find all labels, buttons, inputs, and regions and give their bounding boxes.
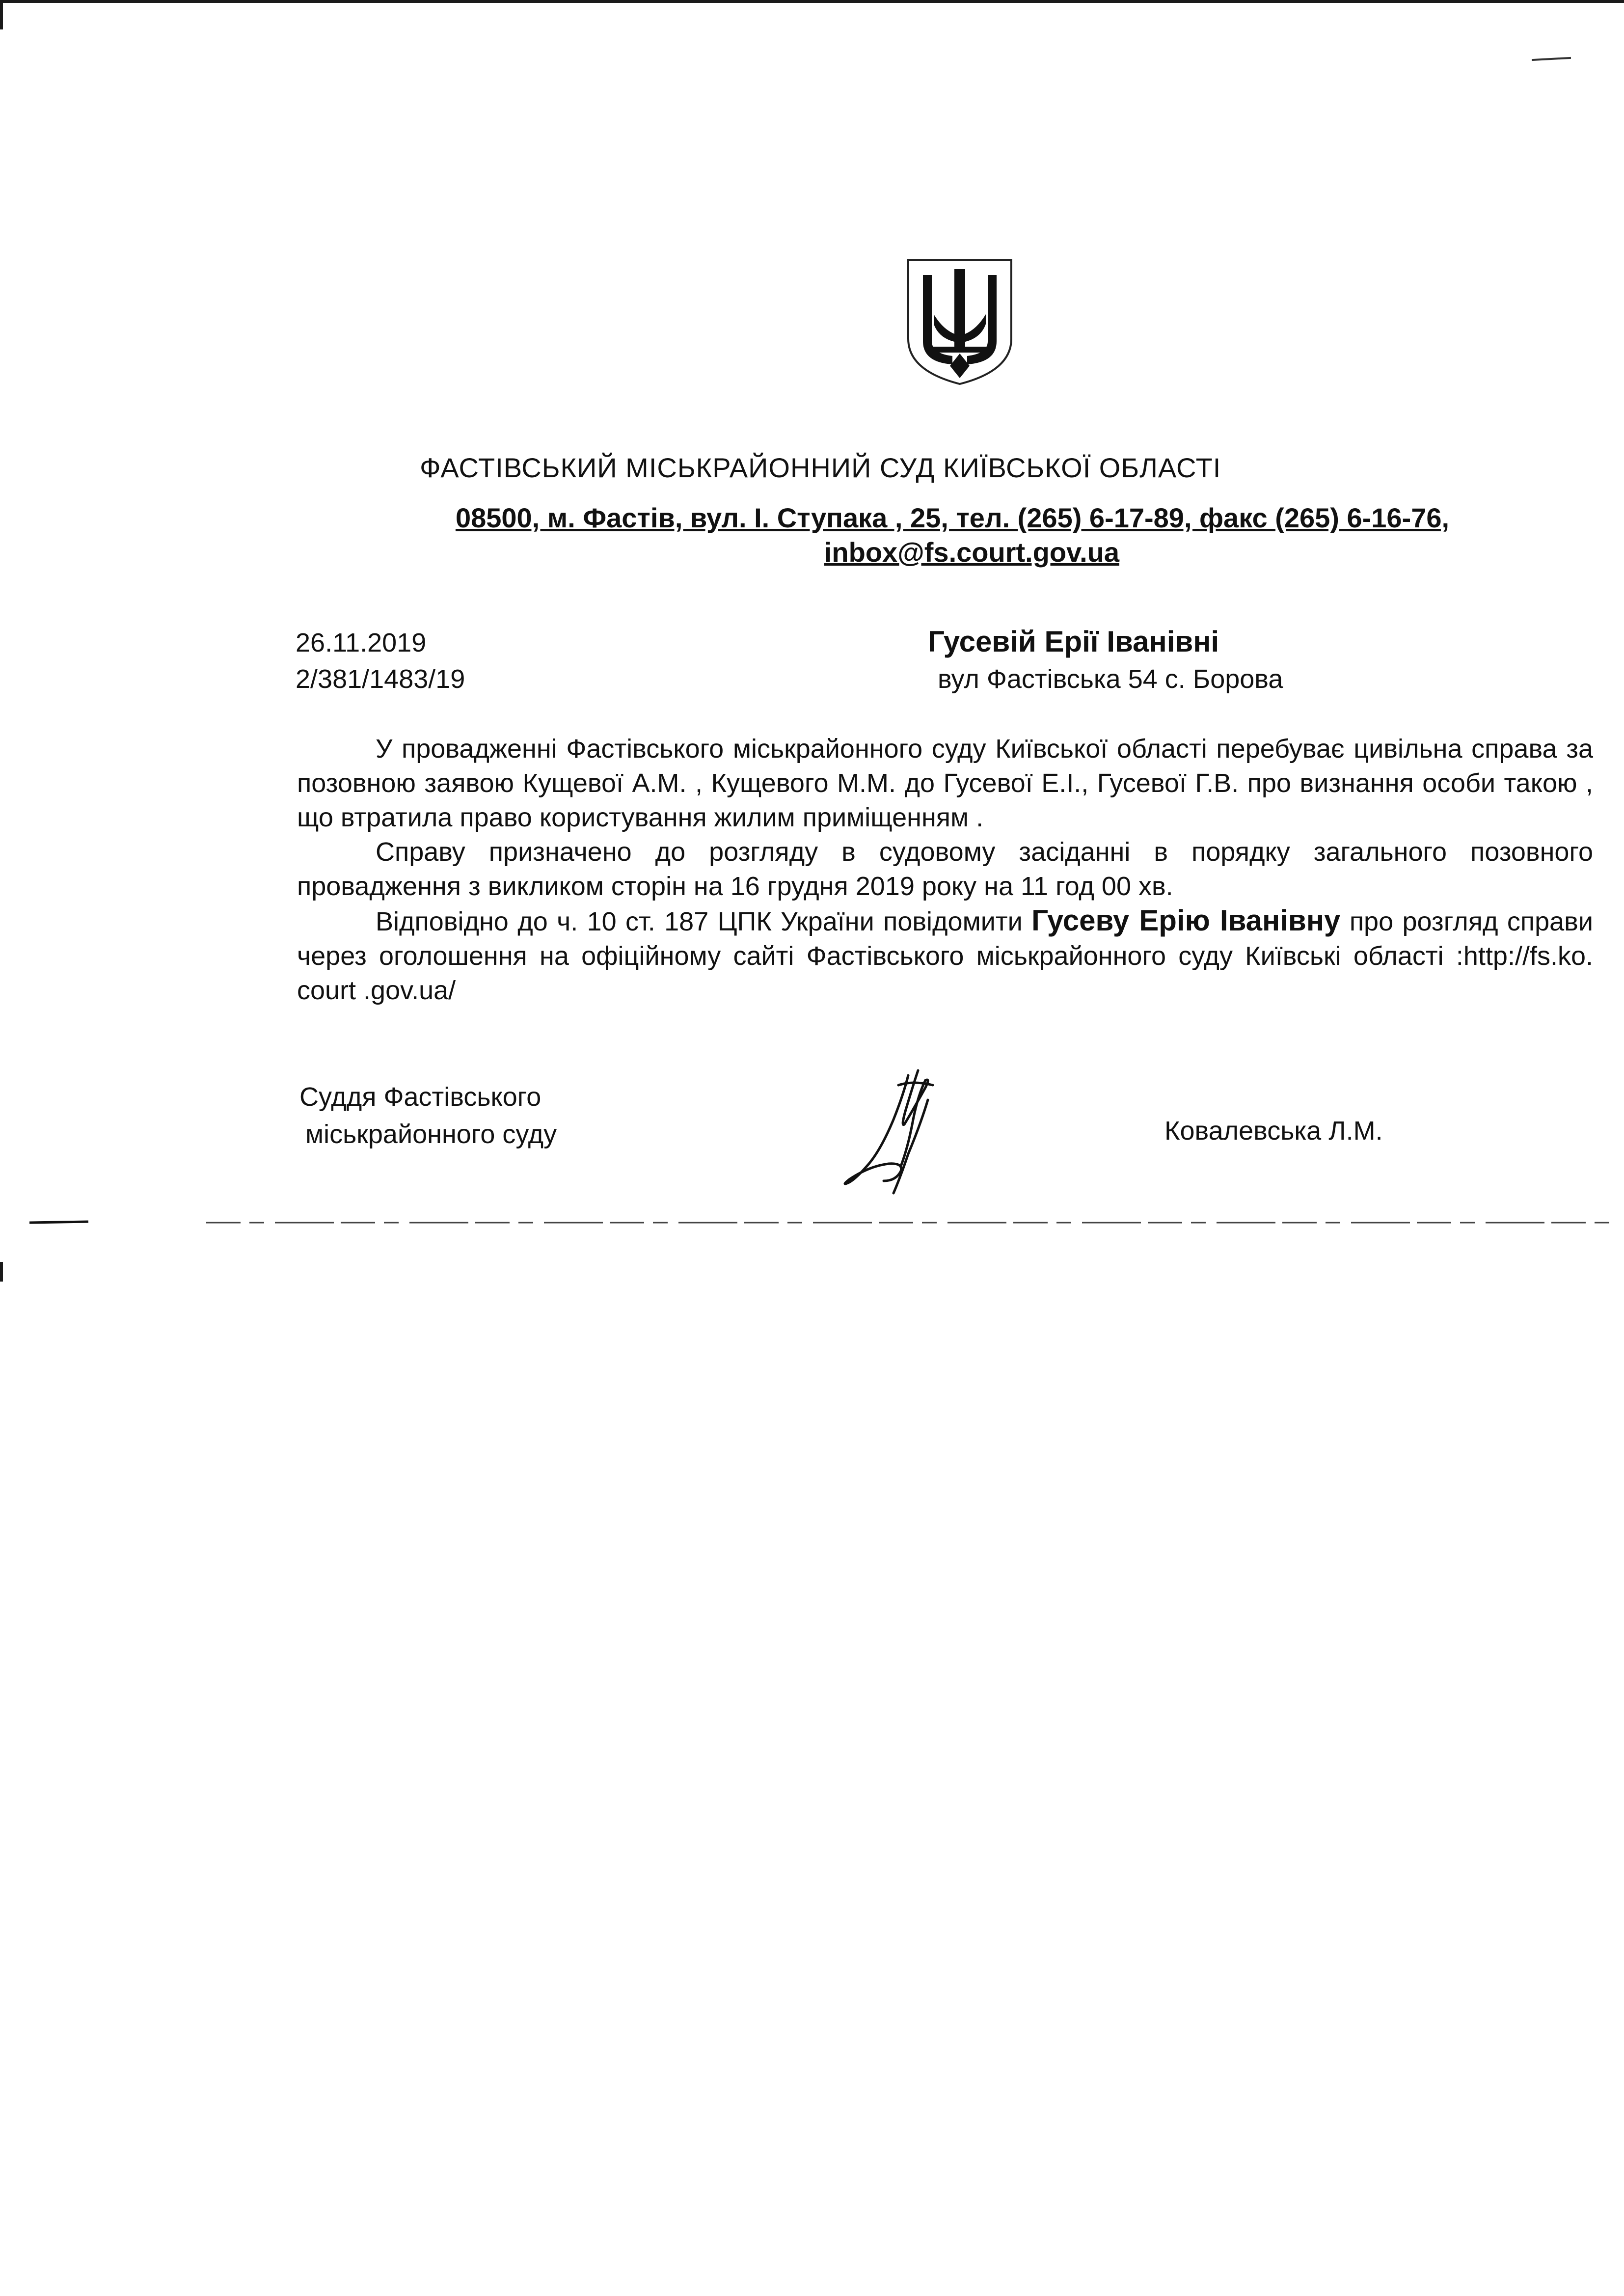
- scan-mark-right: [1532, 57, 1571, 61]
- judge-title-line1: Суддя Фастівського: [299, 1082, 541, 1112]
- dashed-divider: [29, 1218, 1620, 1228]
- recipient-name: Гусевій Ерії Іванівні: [928, 625, 1219, 658]
- judge-title: [299, 1078, 557, 1153]
- scan-mark-left-lower: [0, 1262, 3, 1282]
- scan-border-top: [0, 0, 1624, 3]
- court-address: 08500, м. Фастів, вул. І. Ступака , 25, тел. (265) 6-17-89, факс (265) 6-16-76,: [455, 502, 1450, 533]
- coat-of-arms-icon: [903, 255, 1016, 388]
- judge-title-line2: міськрайонного суду: [305, 1120, 557, 1149]
- court-email-address: inbox@fs.court.gov.ua: [824, 537, 1119, 568]
- notification-text-b: про розгляд справи через оголошення на офіційному сайті Фастівського міськрайонного суду Київські області :http://fs.ko. court .gov.ua/: [297, 907, 1593, 1005]
- document-date: 26.11.2019: [296, 628, 427, 657]
- paragraph-notification: [297, 903, 1593, 1008]
- judge-name: Ковалевська Л.М.: [1164, 1116, 1383, 1146]
- notification-text-a: Відповідно до ч. 10 ст. 187 ЦПК України повідомити: [376, 907, 1023, 936]
- handwritten-signature: [835, 1066, 982, 1213]
- scan-mark-left: [0, 0, 3, 29]
- paragraph-hearing-date: Справу призначено до розгляду в судовому засіданні в порядку загального позовного провадження з викликом сторін на 16 грудня 2019 року на 11 год 00 хв.: [297, 837, 1593, 901]
- recipient-address: вул Фастівська 54 с. Борова: [938, 664, 1283, 694]
- notified-person-name: Гусеву Ерію Іванівну: [1031, 904, 1341, 937]
- notice-body: [297, 732, 1593, 1008]
- court-name: ФАСТІВСЬКИЙ МІСЬКРАЙОННИЙ СУД КИЇВСЬКОЇ ОБЛАСТІ: [420, 452, 1221, 483]
- court-email: [383, 535, 1119, 570]
- paragraph-case-info: У провадженні Фастівського міськрайонного суду Київської області перебуває цивільна справа за позовною заявою Кущевої А.М. , Кущевого М.М. до Гусевої Е.І., Гусевої Г.В. про визнання особи такою , що втратила право користування жилим приміщенням .: [297, 734, 1593, 832]
- document-number: 2/381/1483/19: [296, 664, 465, 694]
